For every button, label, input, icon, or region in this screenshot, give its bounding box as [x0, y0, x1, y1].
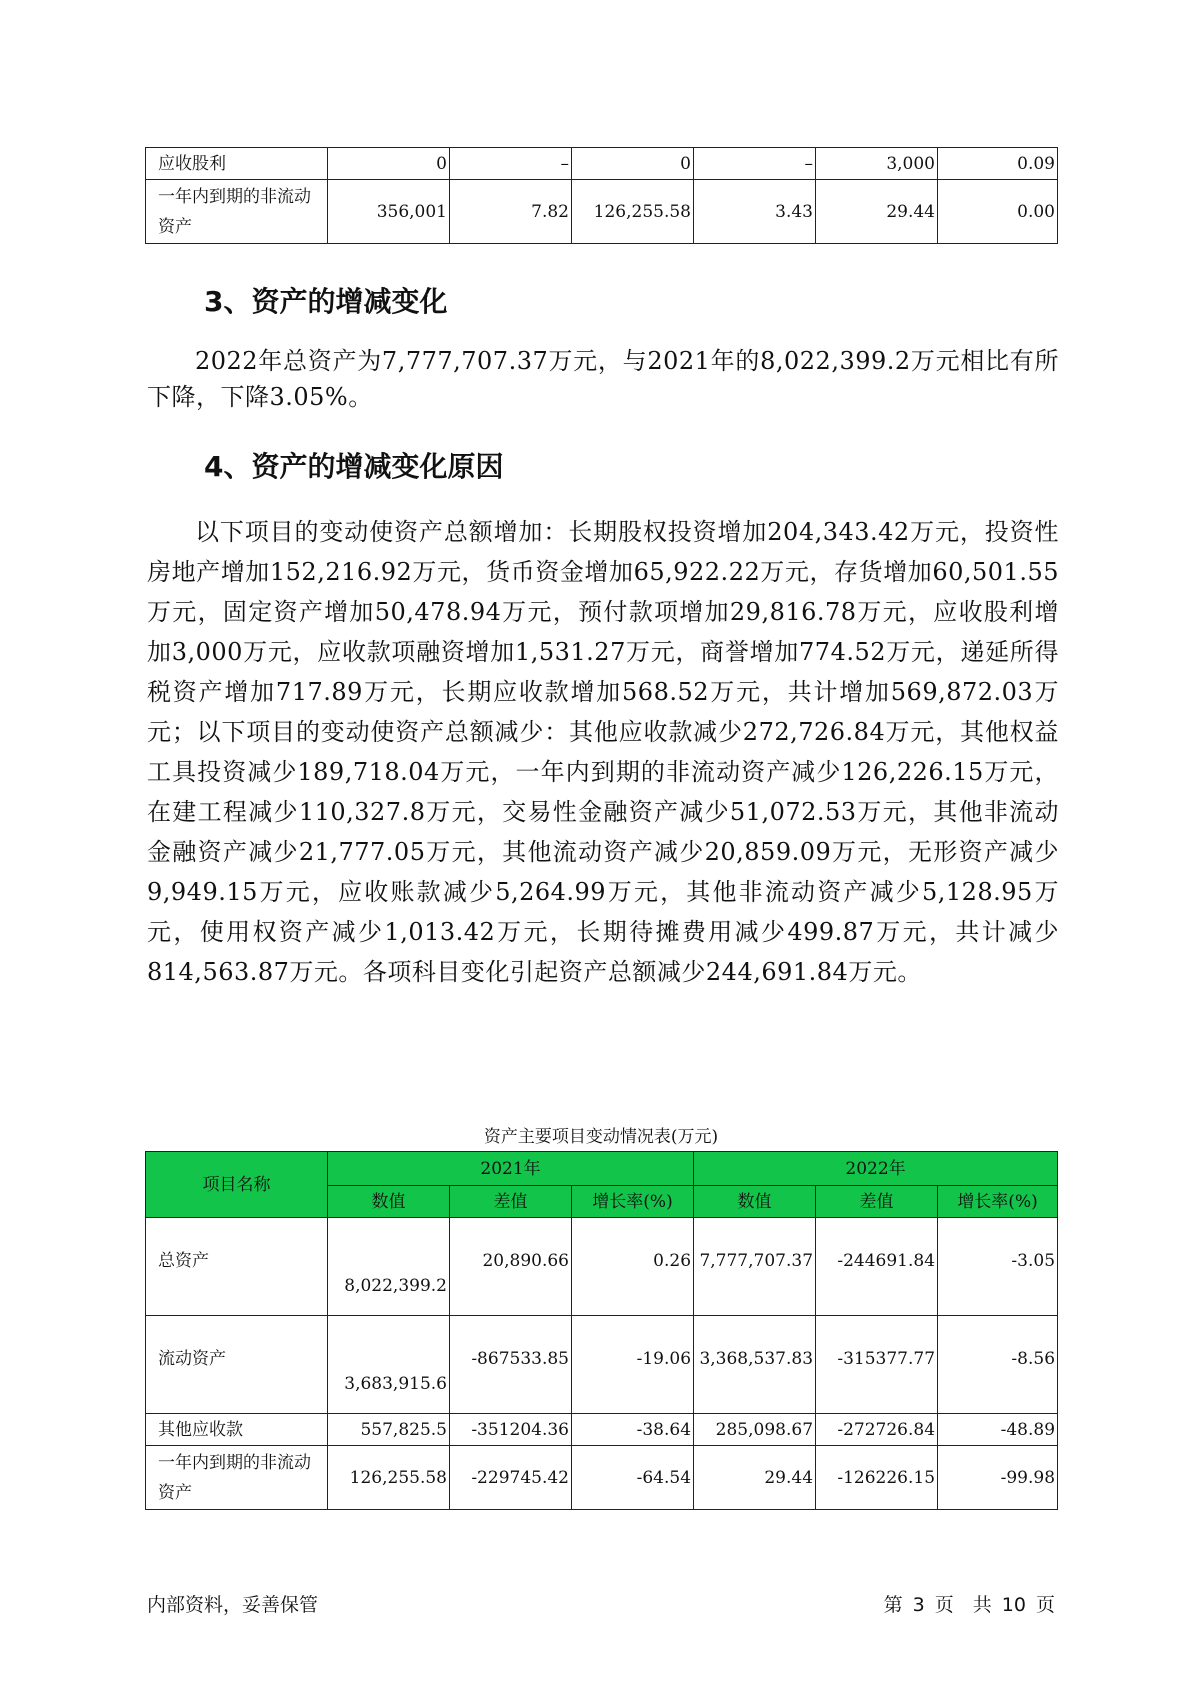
table-row [146, 1414, 1058, 1446]
cell: 0.00 [938, 180, 1058, 244]
cell: 3,683,915.6 [328, 1316, 450, 1414]
cell: 7.82 [450, 180, 572, 244]
table-row [146, 180, 1058, 244]
row-label: 总资产 [146, 1218, 328, 1316]
cell: 356,001 [328, 180, 450, 244]
subheader: 数值 [328, 1186, 450, 1218]
section-heading-3: 3、资产的增减变化 [204, 285, 448, 318]
section-paragraph-3: 2022年总资产为7,777,707.37万元，与2021年的8,022,399.2万元相比有所下降，下降3.05%。 [147, 347, 1059, 411]
cell: – [450, 148, 572, 180]
header-row [146, 1152, 1058, 1186]
cell: 285,098.67 [694, 1414, 816, 1446]
subheader: 差值 [816, 1186, 938, 1218]
row-label: 流动资产 [146, 1316, 328, 1414]
cell: 29.44 [694, 1446, 816, 1510]
cell: 557,825.5 [328, 1414, 450, 1446]
footer-page-number: 第 3 页 共 10 页 [883, 1594, 1055, 1616]
cell: -3.05 [938, 1218, 1058, 1316]
cell: – [694, 148, 816, 180]
cell: -126226.15 [816, 1446, 938, 1510]
header-year-2021: 2021年 [328, 1152, 694, 1186]
row-label: 一年内到期的非流动资产 [146, 180, 328, 244]
cell: -229745.42 [450, 1446, 572, 1510]
table-row [146, 1446, 1058, 1510]
cell: 0 [328, 148, 450, 180]
cell: -351204.36 [450, 1414, 572, 1446]
row-label: 其他应收款 [146, 1414, 328, 1446]
subheader: 增长率(%) [938, 1186, 1058, 1218]
row-label: 应收股利 [146, 148, 328, 180]
section-heading-4: 4、资产的增减变化原因 [204, 450, 504, 483]
table-row [146, 1316, 1058, 1414]
cell: 0.26 [572, 1218, 694, 1316]
cell: -19.06 [572, 1316, 694, 1414]
cell: 126,255.58 [328, 1446, 450, 1510]
cell: 0 [572, 148, 694, 180]
header-year-2022: 2022年 [694, 1152, 1058, 1186]
cell: 3,368,537.83 [694, 1316, 816, 1414]
section-paragraph-4: 以下项目的变动使资产总额增加：长期股权投资增加204,343.42万元，投资性房地产增加152,216.92万元，货币资金增加65,922.22万元，存货增加60,501.55万元，固定资产增加50,478.94万元，预付款项增加29,816.78万元，应收股利增加3,000万元，应收款项融资增加1,531.27万元，商誉增加774.52万元，递延所得税资产增加717.89万元，长期应收款增加568.52万元，共计增加569,872.03万元；以下项目的变动使资产总额减少：其他应收款减少272,726.84万元，其他权益工具投资减少189,718.04万元，一年内到期的非流动资产减少126,226.15万元，在建工程减少110,327.8万元，交易性金融资产减少51,072.53万元，其他非流动金融资产减少21,777.05万元，其他流动资产减少20,859.09万元，无形资产减少9,949.15万元，应收账款减少5,264.99万元，其他非流动资产减少5,128.95万元，使用权资产减少1,013.42万元，长期待摊费用减少499.87万元，共计减少814,563.87万元。各项科目变化引起资产总额减少244,691.84万元。 [147, 518, 1059, 986]
subheader: 增长率(%) [572, 1186, 694, 1218]
cell: 8,022,399.2 [328, 1218, 450, 1316]
cell: 7,777,707.37 [694, 1218, 816, 1316]
cell: -48.89 [938, 1414, 1058, 1446]
subheader: 数值 [694, 1186, 816, 1218]
footer-confidential: 内部资料，妥善保管 [147, 1594, 319, 1616]
cell: -272726.84 [816, 1414, 938, 1446]
cell: -64.54 [572, 1446, 694, 1510]
cell: -99.98 [938, 1446, 1058, 1510]
cell: 126,255.58 [572, 180, 694, 244]
cell: -8.56 [938, 1316, 1058, 1414]
row-label: 一年内到期的非流动资产 [146, 1446, 328, 1510]
cell: -867533.85 [450, 1316, 572, 1414]
cell: 3.43 [694, 180, 816, 244]
header-item-name: 项目名称 [146, 1152, 328, 1218]
cell: 29.44 [816, 180, 938, 244]
cell: 3,000 [816, 148, 938, 180]
top-table [145, 147, 1058, 244]
cell: -315377.77 [816, 1316, 938, 1414]
subheader: 差值 [450, 1186, 572, 1218]
cell: 0.09 [938, 148, 1058, 180]
asset-change-table [145, 1151, 1058, 1510]
cell: 20,890.66 [450, 1218, 572, 1316]
table-caption: 资产主要项目变动情况表(万元) [483, 1127, 719, 1147]
cell: -244691.84 [816, 1218, 938, 1316]
cell: -38.64 [572, 1414, 694, 1446]
table-row [146, 1218, 1058, 1316]
table-row [146, 148, 1058, 180]
